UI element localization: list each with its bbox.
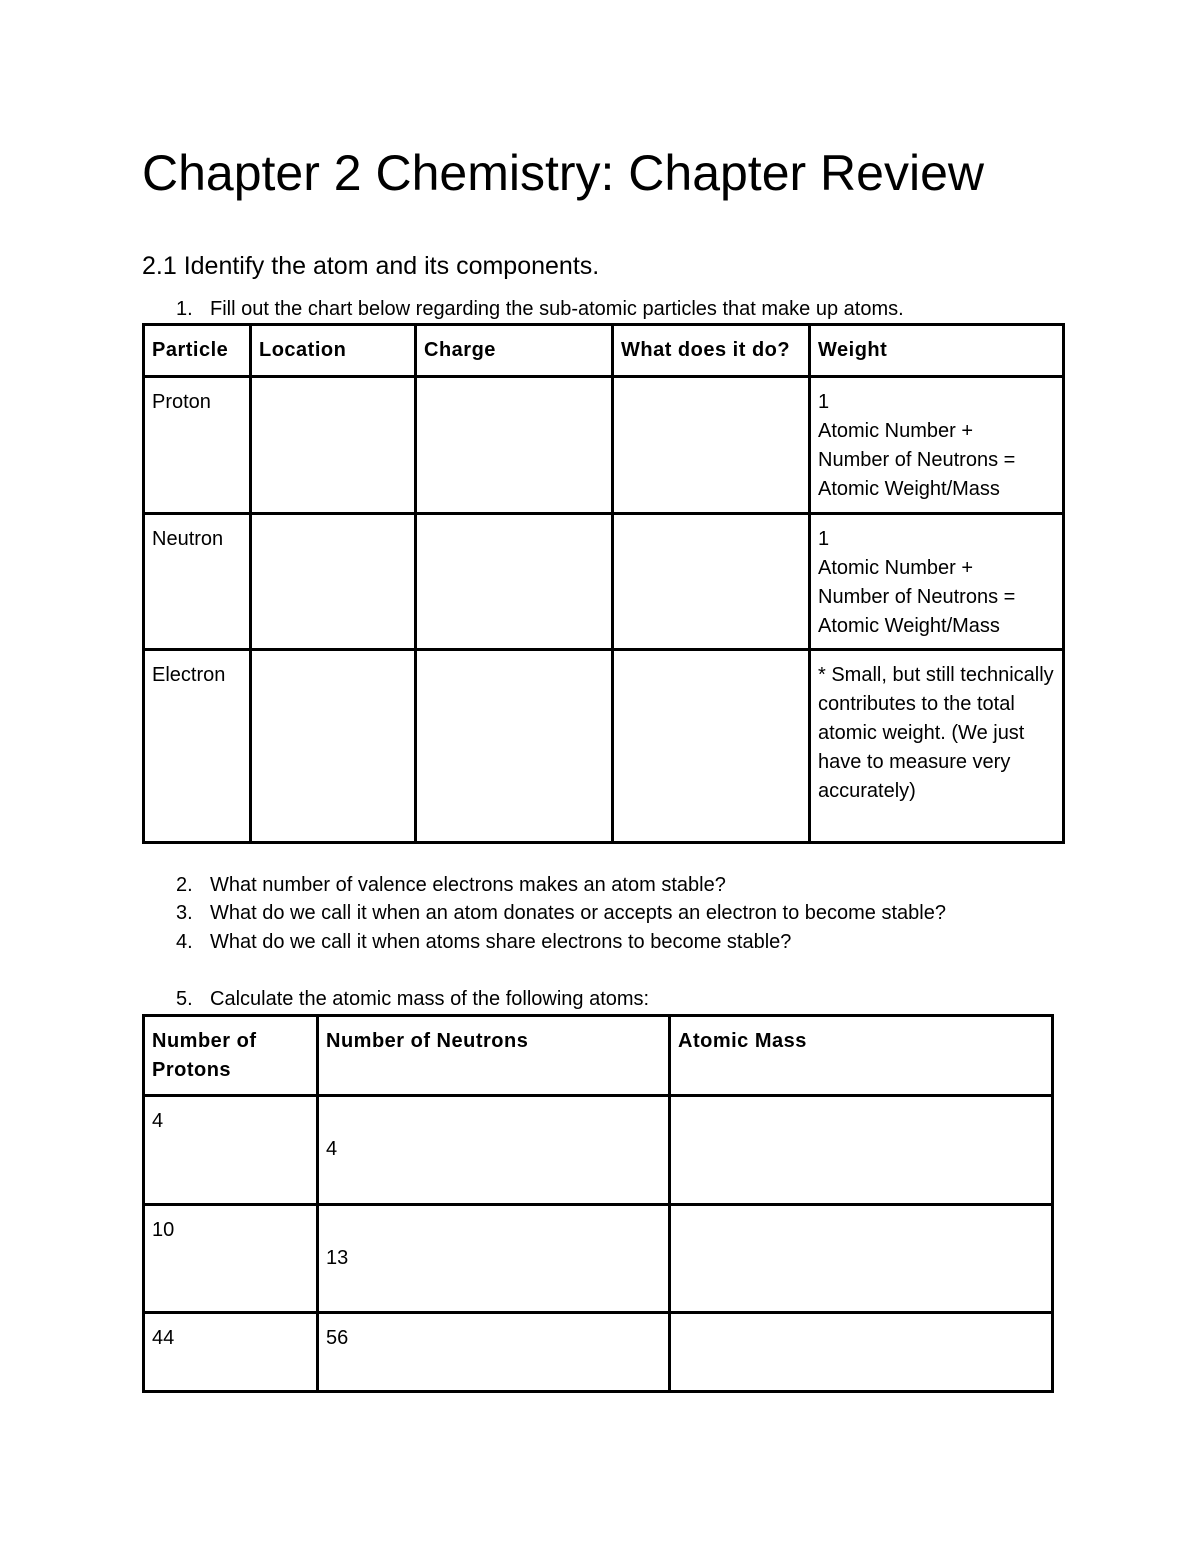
question-4 (142, 929, 791, 955)
table-header-row (144, 325, 1064, 377)
page-title: Chapter 2 Chemistry: Chapter Review (142, 145, 984, 201)
cell-charge[interactable] (416, 514, 613, 650)
header-particle: Particle (144, 325, 251, 377)
question-text: What number of valence electrons makes an atom stable? (210, 874, 726, 896)
header-neutrons: Number of Neutrons (318, 1016, 670, 1096)
question-number: 1. (176, 298, 193, 320)
cell-atomic-mass[interactable] (670, 1205, 1053, 1313)
table-row (144, 650, 1064, 843)
cell-neutrons: 4 (318, 1096, 670, 1205)
header-protons: Number of Protons (144, 1016, 318, 1096)
cell-particle: Neutron (144, 514, 251, 650)
cell-neutrons: 13 (318, 1205, 670, 1313)
cell-location[interactable] (251, 514, 416, 650)
cell-function[interactable] (613, 377, 810, 514)
cell-location[interactable] (251, 650, 416, 843)
cell-protons: 4 (144, 1096, 318, 1205)
section-heading: 2.1 Identify the atom and its components. (142, 252, 600, 280)
question-5 (142, 986, 649, 1012)
header-charge: Charge (416, 325, 613, 377)
table-row (144, 1313, 1053, 1392)
cell-function[interactable] (613, 650, 810, 843)
question-text: Calculate the atomic mass of the following atoms: (210, 988, 650, 1010)
cell-particle: Electron (144, 650, 251, 843)
particle-table (142, 323, 1065, 844)
question-2 (142, 872, 726, 898)
cell-particle: Proton (144, 377, 251, 514)
table-row (144, 1096, 1053, 1205)
question-text: What do we call it when an atom donates or accepts an electron to become stable? (210, 902, 946, 924)
cell-weight: 1 Atomic Number + Number of Neutrons = Atomic Weight/Mass (810, 514, 1064, 650)
header-function: What does it do? (613, 325, 810, 377)
question-number: 2. (176, 874, 193, 896)
cell-neutrons: 56 (318, 1313, 670, 1392)
cell-function[interactable] (613, 514, 810, 650)
atomic-mass-table (142, 1014, 1054, 1393)
question-number: 4. (176, 931, 193, 953)
header-atomic-mass: Atomic Mass (670, 1016, 1053, 1096)
question-3 (142, 900, 946, 926)
table-header-row (144, 1016, 1053, 1096)
cell-weight: * Small, but still technically contributes to the total atomic weight. (We just have to measure very accurately) (810, 650, 1064, 843)
table-row (144, 1205, 1053, 1313)
cell-charge[interactable] (416, 650, 613, 843)
cell-atomic-mass[interactable] (670, 1096, 1053, 1205)
cell-protons: 44 (144, 1313, 318, 1392)
question-1 (142, 296, 904, 322)
table-row (144, 377, 1064, 514)
question-number: 3. (176, 902, 193, 924)
cell-protons: 10 (144, 1205, 318, 1313)
cell-weight: 1 Atomic Number + Number of Neutrons = Atomic Weight/Mass (810, 377, 1064, 514)
question-number: 5. (176, 988, 193, 1010)
cell-location[interactable] (251, 377, 416, 514)
header-weight: Weight (810, 325, 1064, 377)
question-text: What do we call it when atoms share electrons to become stable? (210, 931, 792, 953)
table-row (144, 514, 1064, 650)
cell-charge[interactable] (416, 377, 613, 514)
cell-atomic-mass[interactable] (670, 1313, 1053, 1392)
question-text: Fill out the chart below regarding the sub-atomic particles that make up atoms. (210, 298, 904, 320)
header-location: Location (251, 325, 416, 377)
